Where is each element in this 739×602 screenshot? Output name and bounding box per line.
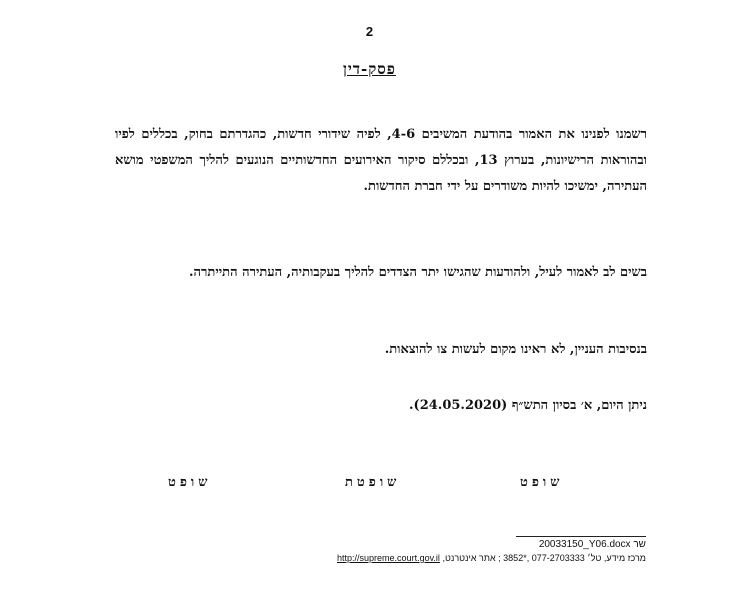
footer-info-text: מרכז מידע, טל׳ 077-2703333 ,*3852 ; אתר אינטרנט, xyxy=(442,553,646,563)
footer-file-line xyxy=(350,539,646,550)
judge-signature-2: שופטת xyxy=(345,475,401,490)
footer-website-link[interactable]: http://supreme.court.gov.il xyxy=(337,553,440,563)
page-number: 2 xyxy=(365,24,374,39)
footer-info-line xyxy=(300,553,646,563)
footer-file-suffix: שר xyxy=(633,539,646,550)
ruling-paragraph-1: רשמנו לפנינו את האמור בהודעת המשיבים 4-6, לפיה שידורי חדשות, כהגדרתם בחוק, בכללים לפיו ובהוראות הרישיונות, בערוץ 13, ובכללם סיקור האירועים החדשותיים הנוגעים להליך המשפטי מושא העתירה, ימשיכו להיות משודרים על ידי חברת החדשות. xyxy=(115,127,648,194)
costs-line: בנסיבות העניין, לא ראינו מקום לעשות צו להוצאות. xyxy=(384,342,647,357)
ruling-paragraph-2: בשים לב לאמור לעיל, ולהודעות שהגישו יתר הצדדים להליך בעקבותיה, העתירה התייתרה. xyxy=(189,265,647,280)
judge-signature-1: שופט xyxy=(520,475,564,490)
footer-file-code: 20033150_Y06.docx xyxy=(538,539,631,550)
judge-signature-3: שופט xyxy=(168,475,212,490)
given-date-line: ניתן היום, א׳ בסיון התש״ף (24.05.2020). xyxy=(409,398,647,413)
document-title: פסק-דין xyxy=(343,60,396,78)
footer-divider xyxy=(516,536,646,537)
